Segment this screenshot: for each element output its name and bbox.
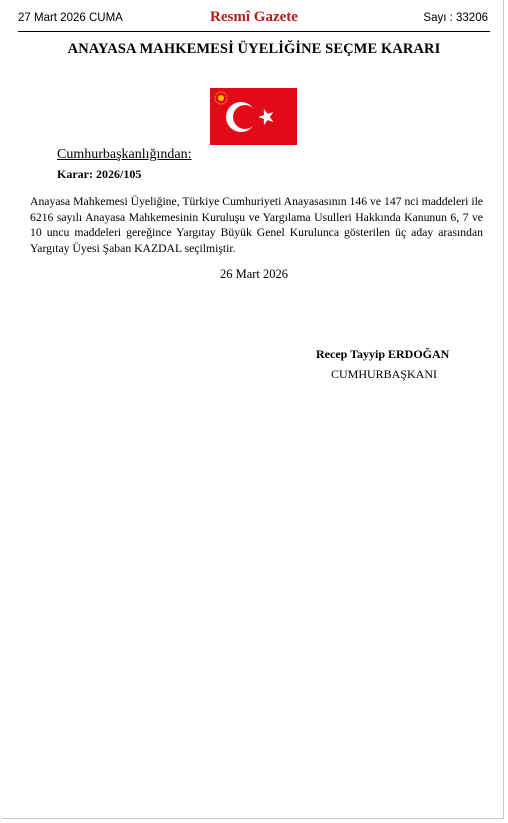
issuer-label: Cumhurbaşkanlığından: [57,147,192,162]
signatory-name: Recep Tayyip ERDOĞAN [316,347,450,361]
decision-number: Karar: 2026/105 [57,167,142,181]
decision-date: 26 Mart 2026 [219,267,289,281]
header-date: 27 Mart 2026 CUMA [18,12,123,24]
turkish-flag-icon [210,88,297,145]
issue-number: Sayı : 33206 [423,12,488,24]
signatory-title: CUMHURBAŞKANI [331,367,438,381]
masthead-title: Resmî Gazete [210,9,298,25]
document-title: ANAYASA MAHKEMESİ ÜYELİĞİNE SEÇME KARARI [67,41,441,57]
header-divider [18,31,490,32]
decision-body: Anayasa Mahkemesi Üyeliğine, Türkiye Cumhuriyeti Anayasasının 146 ve 147 nci maddeleri ile 6216 sayılı Anayasa Mahkemesinin Kuruluşu ve Yargılama Usulleri Hakkında Kanunun 6, 7 ve 10 uncu maddeleri gereğince Yargıtay Büyük Genel Kurulunca gösterilen üç aday arasından Yargıtay Üyesi Şaban KAZDAL seçilmiştir. [30,195,483,255]
